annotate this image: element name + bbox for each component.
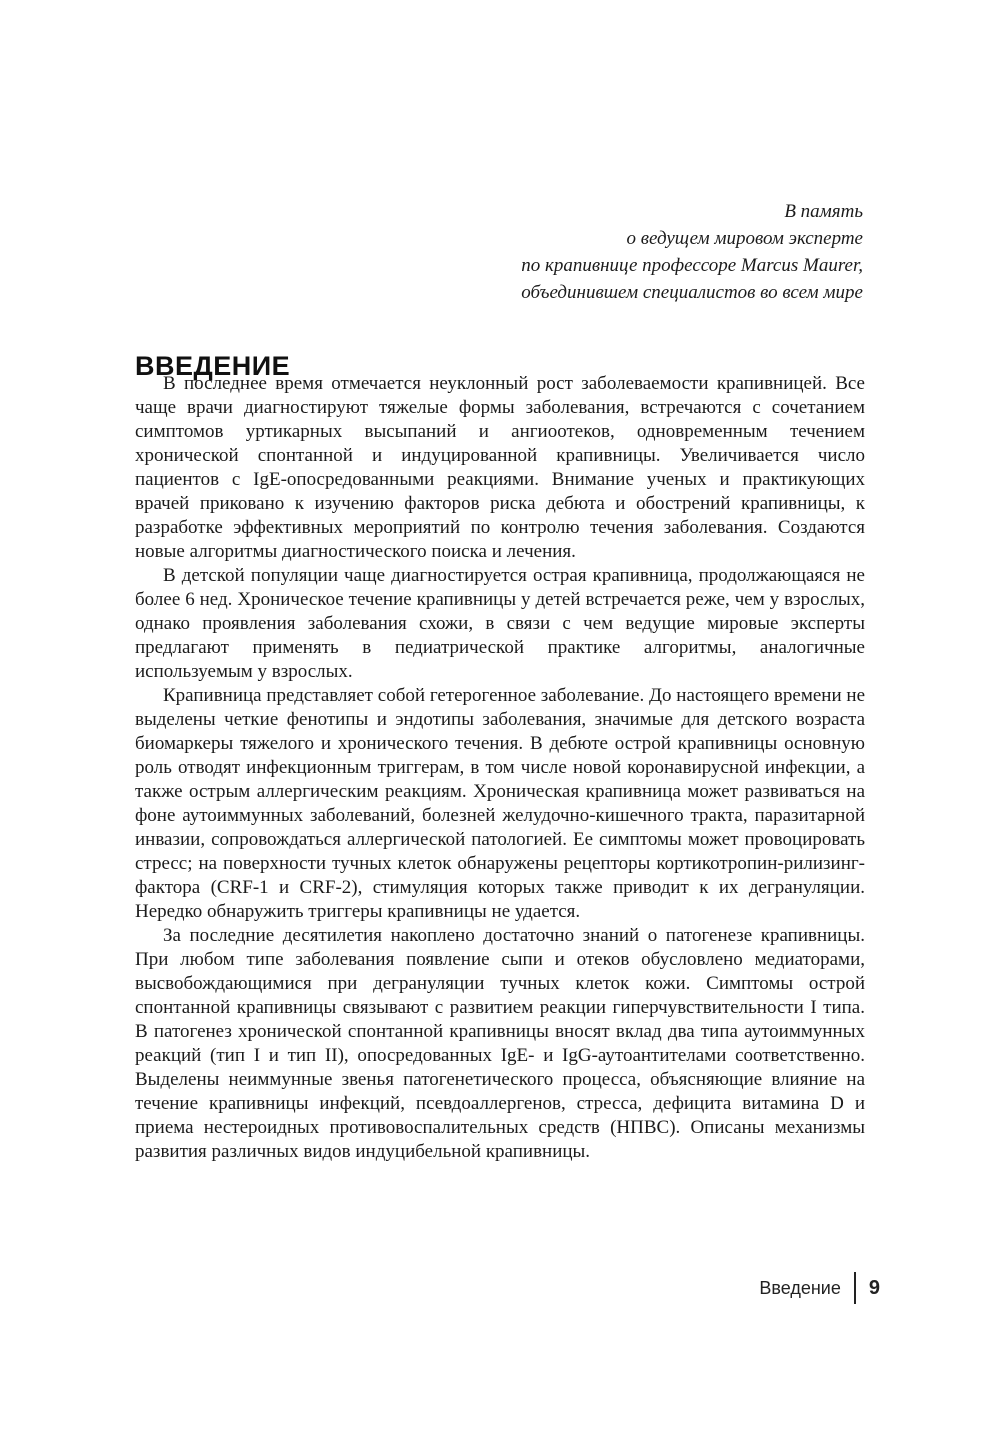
footer-section-title: Введение: [759, 1277, 841, 1298]
dedication-line: В память: [784, 201, 863, 222]
footer-divider: [854, 1272, 856, 1304]
dedication-line: по крапивнице профессоре Marcus Maurer,: [521, 255, 863, 276]
page-footer: [759, 1272, 880, 1304]
paragraph: Крапивница представляет собой гетерогенное заболевание. До настоящего времени не выделены четкие фенотипы и эндотипы заболевания, значимые для детского возраста биомаркеры тяжелого и хронического течения. В дебюте острой крапивницы основную роль отводят инфекционным триггерам, в том числе новой коронавирусной инфекции, а также острым аллергическим реакциям. Хроническая крапивница может развиваться на фоне аутоиммунных заболеваний, болезней желудочно-кишечного тракта, паразитарной инвазии, сопровождаться аллергической патологией. Ее симптомы может провоцировать стресс; на поверхности тучных клеток обнаружены рецепторы кортикотропин-рилизинг-фактора (CRF-1 и CRF-2), стимуляция которых также приводит к их дегрануляции. Нередко обнаружить триггеры крапивницы не удается.: [135, 685, 865, 922]
paragraph: В детской популяции чаще диагностируется острая крапивница, продолжающаяся не более 6 нед. Хроническое течение крапивницы у детей встречается реже, чем у взрослых, однако проявления заболевания схожи, в связи с чем ведущие мировые эксперты предлагают применять в педиатрической практике алгоритмы, аналогичные используемым у взрослых.: [135, 565, 865, 682]
dedication-line: объединившем специалистов во всем мире: [521, 282, 863, 303]
body-text: [135, 372, 865, 1164]
footer-page-number: 9: [868, 1276, 880, 1299]
paragraph: За последние десятилетия накоплено достаточно знаний о патогенезе крапивницы. При любом типе заболевания появление сыпи и отеков обусловлено медиаторами, высвобождающимися при дегрануляции тучных клеток кожи. Симптомы острой спонтанной крапивницы связывают с развитием реакции гиперчувствительности I типа. В патогенез хронической спонтанной крапивницы вносят вклад два типа аутоиммунных реакций (тип I и тип II), опосредованных IgE- и IgG-аутоантителами соответственно. Выделены неиммунные звенья патогенетического процесса, объясняющие влияние на течение крапивницы инфекций, псевдоаллергенов, стресса, дефицита витамина D и приема нестероидных противовоспалительных средств (НПВС). Описаны механизмы развития различных видов индуцибельной крапивницы.: [135, 925, 865, 1162]
paragraph: В последнее время отмечается неуклонный рост заболеваемости крапивницей. Все чаще врачи диагностируют тяжелые формы заболевания, встречаются с сочетанием симптомов уртикарных высыпаний и ангиоотеков, одновременным течением хронической спонтанной и индуцированной крапивницы. Увеличивается число пациентов с IgE-опосредованными реакциями. Внимание ученых и практикующих врачей приковано к изучению факторов риска дебюта и обострений крапивницы, к разработке эффективных мероприятий по контролю течения заболевания. Создаются новые алгоритмы диагностического поиска и лечения.: [135, 373, 865, 562]
dedication: [521, 198, 863, 306]
chapter-heading: ВВЕДЕНИЕ: [135, 351, 291, 382]
dedication-line: о ведущем мировом эксперте: [626, 228, 863, 249]
